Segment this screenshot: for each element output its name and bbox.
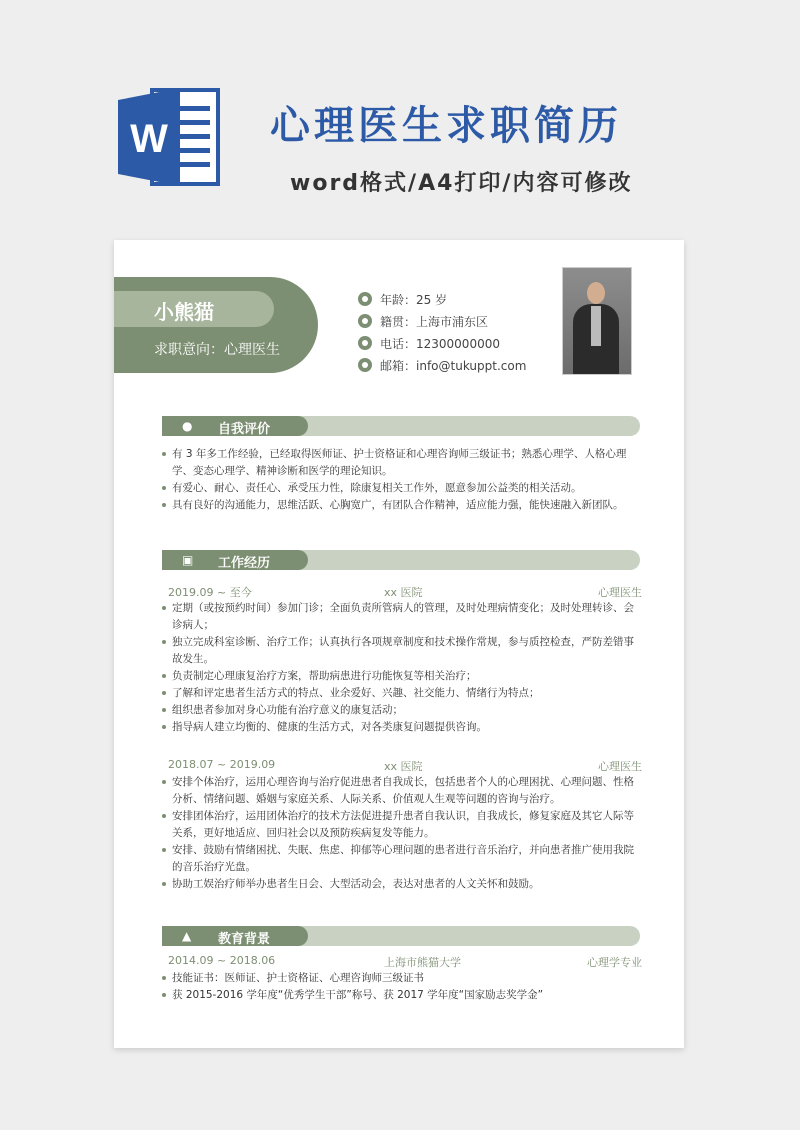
job-company: xx 医院 xyxy=(384,586,423,599)
resume-page xyxy=(114,240,684,1048)
info-email: 邮箱：info@tukuppt.com xyxy=(380,358,527,373)
word-document-icon xyxy=(118,84,224,190)
list-item: 负责制定心理康复治疗方案，帮助病患进行功能恢复等相关治疗； xyxy=(162,668,642,685)
job-intent: 求职意向：心理医生 xyxy=(154,342,280,358)
job-1-header xyxy=(168,584,642,600)
word-icon-letter: W xyxy=(130,117,168,161)
personal-info xyxy=(358,288,526,376)
list-item: 有爱心、耐心、责任心、承受压力性，除康复相关工作外，愿意参加公益类的相关活动。 xyxy=(162,480,642,497)
age-icon xyxy=(358,292,372,306)
candidate-name: 小熊猫 xyxy=(154,300,214,324)
info-row-origin xyxy=(358,310,526,332)
job-company: xx 医院 xyxy=(384,760,423,773)
list-item: 技能证书：医师证、护士资格证、心理咨询师三级证书 xyxy=(162,970,642,987)
list-item: 安排团体治疗，运用团体治疗的技术方法促进提升患者自我认识，自我成长，修复家庭及其它人际等关系，更好地适应、回归社会以及预防疾病复发等能力。 xyxy=(162,808,642,842)
list-item: 独立完成科室诊断、治疗工作；认真执行各项规章制度和技术操作常规，参与质控检查，严防差错事故发生。 xyxy=(162,634,642,668)
info-phone: 电话：12300000000 xyxy=(380,336,500,351)
section-self-title: 自我评价 xyxy=(218,422,271,437)
email-icon xyxy=(358,358,372,372)
job-2-header xyxy=(168,758,642,774)
section-edu-header xyxy=(162,926,640,946)
section-work-title: 工作经历 xyxy=(218,556,271,571)
list-item: 指导病人建立均衡的、健康的生活方式，对各类康复问题提供咨询。 xyxy=(162,719,642,736)
job-role: 心理医生 xyxy=(598,586,642,599)
page-subtitle: word格式/A4打印/内容可修改 xyxy=(290,171,633,196)
info-row-email xyxy=(358,354,526,376)
info-row-age xyxy=(358,288,526,310)
profile-photo xyxy=(562,267,632,375)
list-item: 获 2015-2016 学年度“优秀学生干部”称号、获 2017 学年度“国家励志奖学金” xyxy=(162,987,642,1004)
list-item: 具有良好的沟通能力，思维活跃、心胸宽广，有团队合作精神，适应能力强，能快速融入新团队。 xyxy=(162,497,642,514)
edu-major: 心理学专业 xyxy=(587,956,642,969)
briefcase-icon: ▣ xyxy=(182,553,194,567)
list-item: 有 3 年多工作经验，已经取得医师证、护士资格证和心理咨询师三级证书；熟悉心理学、人格心理学、变态心理学、精神诊断和医学的理论知识。 xyxy=(162,446,642,480)
job-role: 心理医生 xyxy=(598,760,642,773)
list-item: 安排个体治疗，运用心理咨询与治疗促进患者自我成长，包括患者个人的心理困扰、心理问题、性格分析、情绪问题、婚姻与家庭关系、人际关系、价值观人生观等问题的咨询与治疗。 xyxy=(162,774,642,808)
list-item: 定期（或按预约时间）参加门诊；全面负责所管病人的管理，及时处理病情变化；及时处理转诊、会诊病人； xyxy=(162,600,642,634)
phone-icon xyxy=(358,336,372,350)
edu-school: 上海市熊猫大学 xyxy=(384,956,461,969)
edu-date: 2014.09 ~ 2018.06 xyxy=(168,954,276,967)
info-age: 年龄：25 岁 xyxy=(380,292,448,307)
name-banner xyxy=(114,277,318,373)
self-list xyxy=(162,446,642,514)
job-date: 2019.09 ~ 至今 xyxy=(168,586,252,599)
name-pill xyxy=(114,291,274,327)
edu-header xyxy=(168,954,642,970)
info-row-phone xyxy=(358,332,526,354)
section-edu-title: 教育背景 xyxy=(218,932,271,947)
edu-list xyxy=(162,970,642,1004)
section-work-header xyxy=(162,550,640,570)
info-origin: 籍贯：上海市浦东区 xyxy=(380,314,489,329)
list-item: 安排、鼓励有情绪困扰、失眠、焦虑、抑郁等心理问题的患者进行音乐治疗，并向患者推广使用我院的音乐治疗光盘。 xyxy=(162,842,642,876)
list-item: 组织患者参加对身心功能有治疗意义的康复活动； xyxy=(162,702,642,719)
job-date: 2018.07 ~ 2019.09 xyxy=(168,758,276,771)
graduation-cap-icon: ▲ xyxy=(182,929,192,943)
job-1-list xyxy=(162,600,642,736)
list-item: 协助工娱治疗师举办患者生日会、大型活动会，表达对患者的人文关怀和鼓励。 xyxy=(162,876,642,893)
job-2-list xyxy=(162,774,642,893)
user-icon: ● xyxy=(182,419,193,433)
section-self-header xyxy=(162,416,640,436)
location-icon xyxy=(358,314,372,328)
list-item: 了解和评定患者生活方式的特点、业余爱好、兴趣、社交能力、情绪行为特点； xyxy=(162,685,642,702)
page-title: 心理医生求职简历 xyxy=(270,103,622,149)
